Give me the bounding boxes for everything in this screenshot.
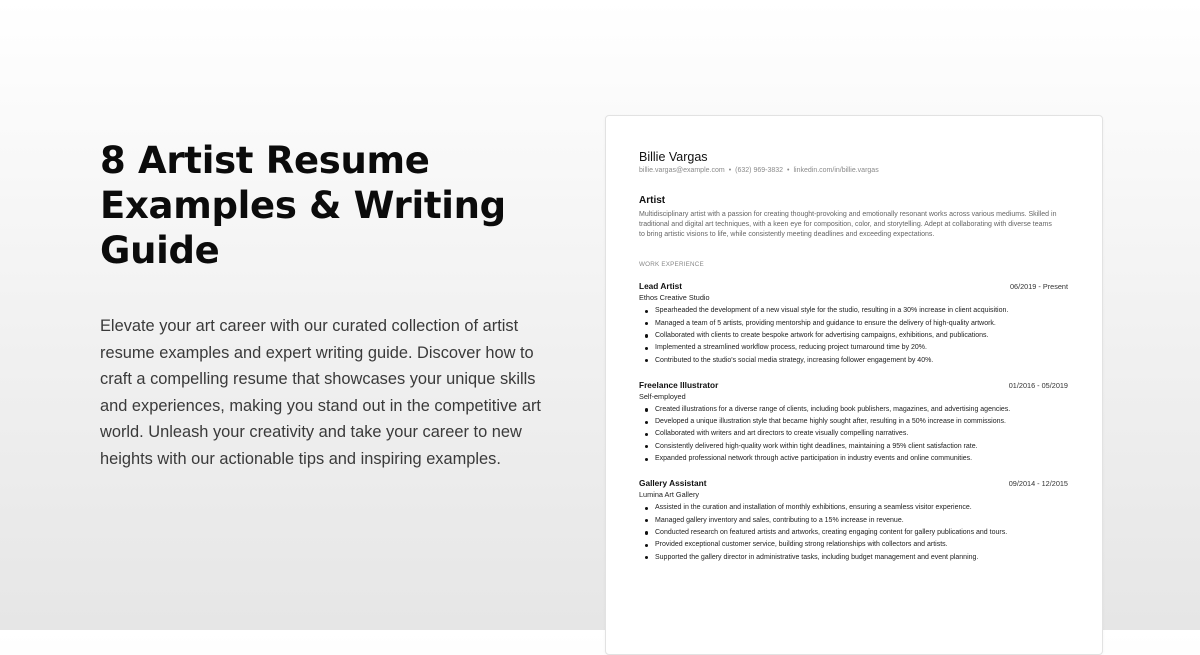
- job-bullet: Provided exceptional customer service, building strong relationships with collectors and artists.: [655, 539, 1069, 551]
- job-bullets: [639, 305, 1069, 366]
- job-entry: [639, 281, 1069, 366]
- job-bullet: Spearheaded the development of a new visual style for the studio, resulting in a 30% increase in client acquisition.: [655, 305, 1069, 317]
- page-title: 8 Artist Resume Examples & Writing Guide: [100, 139, 506, 272]
- job-bullet: Conducted research on featured artists and artworks, creating engaging content for gallery publications and tours.: [655, 527, 1069, 539]
- job-title: Freelance Illustrator: [639, 379, 719, 390]
- job-title: Gallery Assistant: [639, 478, 707, 489]
- job-bullet: Collaborated with clients to create bespoke artwork for advertising campaigns, exhibitions, and publications.: [655, 330, 1069, 342]
- job-bullet: Contributed to the studio's social media strategy, increasing follower engagement by 40%.: [655, 355, 1069, 367]
- job-bullet: Supported the gallery director in administrative tasks, including budget management and event planning.: [655, 552, 1069, 564]
- resume-email: billie.vargas@example.com: [639, 167, 725, 174]
- section-heading-work-experience: WORK EXPERIENCE: [639, 261, 704, 269]
- job-dates: 09/2014 - 12/2015: [1008, 479, 1068, 489]
- job-bullet: Expanded professional network through active participation in industry events and online communities.: [655, 453, 1069, 465]
- resume-summary: Multidisciplinary artist with a passion for creating thought-provoking and emotionally resonant works across various mediums. Skilled in traditional and digital art techniques, with a keen eye for composition, color, and storytelling. Adept at collaborating with diverse teams to bring artistic visions to life, while consistently meeting deadlines and exceeding expectations.: [639, 211, 1057, 238]
- resume-name: Billie Vargas: [639, 150, 708, 164]
- job-bullet: Implemented a streamlined workflow process, reducing project turnaround time by 20%.: [655, 342, 1069, 354]
- page-description: Elevate your art career with our curated collection of artist resume examples and expert writing guide. Discover how to craft a compelling resume that showcases your unique skills and experiences, making you stand out in the competitive art world. Unleash your creativity and take your career to new heights with our actionable tips and inspiring examples.: [100, 317, 541, 468]
- job-bullet: Developed a unique illustration style that became highly sought after, resulting in a 50% increase in commissions.: [655, 416, 1069, 428]
- job-bullet: Managed a team of 5 artists, providing mentorship and guidance to ensure the delivery of high-quality artwork.: [655, 318, 1069, 330]
- job-bullets: [639, 502, 1069, 563]
- contact-separator: •: [787, 167, 790, 174]
- job-company: Self-employed: [639, 391, 686, 401]
- job-bullet: Created illustrations for a diverse range of clients, including book publishers, magazines, and advertising agencies.: [655, 404, 1069, 416]
- resume-phone: (632) 969-3832: [735, 167, 784, 174]
- job-title: Lead Artist: [639, 281, 683, 292]
- job-company: Lumina Art Gallery: [639, 490, 700, 500]
- resume-linkedin: linkedin.com/in/billie.vargas: [793, 167, 879, 174]
- job-dates: 01/2016 - 05/2019: [1008, 380, 1068, 390]
- job-bullet: Managed gallery inventory and sales, contributing to a 15% increase in revenue.: [655, 515, 1069, 527]
- resume-contact: [639, 166, 1069, 176]
- job-entry: [639, 380, 1069, 465]
- job-list: [639, 281, 1069, 563]
- job-bullet: Consistently delivered high-quality work within tight deadlines, maintaining a 95% client satisfaction rate.: [655, 441, 1069, 453]
- resume-preview: [605, 115, 1103, 655]
- job-company: Ethos Creative Studio: [639, 293, 710, 303]
- contact-separator: •: [728, 167, 732, 174]
- job-bullet: Collaborated with writers and art directors to create visually compelling narratives.: [655, 428, 1069, 440]
- job-dates: 06/2019 - Present: [1009, 282, 1068, 292]
- job-entry: [639, 478, 1069, 563]
- resume-role: Artist: [639, 195, 666, 206]
- job-bullets: [639, 404, 1069, 465]
- job-bullet: Assisted in the curation and installation of monthly exhibitions, ensuring a seamless visitor experience.: [655, 502, 1069, 514]
